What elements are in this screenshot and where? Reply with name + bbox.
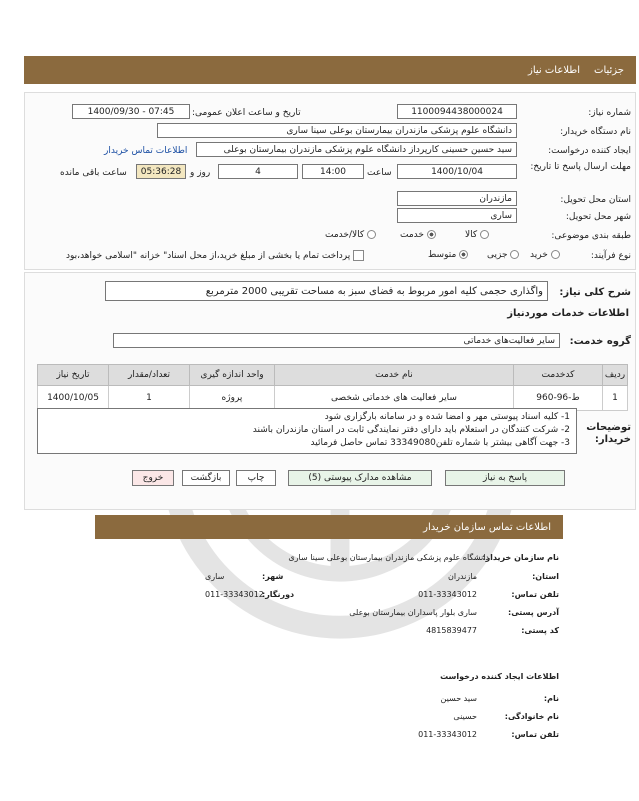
process-label: نوع فرآیند:: [590, 251, 631, 261]
proc-partial-text: جزیی: [487, 250, 508, 260]
col-code: کدخدمت: [514, 365, 603, 386]
need-number-label: شماره نیاز:: [588, 108, 631, 118]
col-date: تاریخ نیاز: [38, 365, 109, 386]
province-field: مازندران: [397, 191, 517, 206]
creator-phone-label: تلفن تماس:: [511, 730, 559, 739]
proc-partial-option[interactable]: [487, 250, 519, 260]
province-label: استان محل تحویل:: [560, 195, 631, 205]
city-field: ساری: [397, 208, 517, 223]
col-unit: واحد اندازه گیری: [190, 365, 275, 386]
proc-medium-text: متوسط: [428, 250, 457, 260]
address-value: ساری بلوار پاسداران بیمارستان بوعلی: [349, 608, 477, 617]
buyer-label: نام دستگاه خریدار:: [560, 127, 631, 137]
creator-family-label: نام خانوادگی:: [504, 712, 559, 721]
postal-label: کد پستی:: [521, 626, 559, 635]
proc-medium-option[interactable]: [428, 250, 468, 260]
exit-button[interactable]: خروج: [132, 470, 174, 486]
proc-buy-text: خرید: [530, 250, 548, 260]
services-table: [37, 364, 628, 411]
cat-both-radio[interactable]: [367, 230, 376, 239]
need-number-field: 1100094438000024: [397, 104, 517, 119]
deadline-date-field: 1400/10/04: [397, 164, 517, 179]
back-button[interactable]: بازگشت: [182, 470, 230, 486]
col-qty: تعداد/مقدار: [109, 365, 190, 386]
cat-both-text: کالا/خدمت: [325, 230, 365, 240]
cat-goods-option[interactable]: [465, 230, 489, 240]
print-button[interactable]: چاپ: [236, 470, 276, 486]
deadline-time-field: 14:00: [302, 164, 364, 179]
buyer-contact-link[interactable]: اطلاعات تماس خریدار: [104, 146, 188, 156]
col-row: ردیف: [603, 365, 628, 386]
cell-name: سایر فعالیت های خدماتی شخصی: [275, 386, 514, 411]
notes-line-1: 1- کلیه اسناد پیوستی مهر و امضا شده و در سامانه بارگزاری شود: [324, 412, 570, 422]
cat-service-option[interactable]: [400, 230, 436, 240]
announce-date-label: تاریخ و ساعت اعلان عمومی:: [192, 108, 301, 118]
proc-medium-radio[interactable]: [459, 250, 468, 259]
notes-line-2: 2- شرکت کنندگان در استعلام باید دارای دفتر نمایندگی ثابت در استان مازندران باشند: [252, 425, 570, 435]
contact-fax-label: دورنگار:: [262, 590, 295, 599]
remaining-label: ساعت باقی مانده: [60, 168, 127, 178]
cat-service-radio[interactable]: [427, 230, 436, 239]
cell-date: 1400/10/05: [38, 386, 109, 411]
creator-field: سید حسین حسینی کارپرداز دانشگاه علوم پزشکی مازندران بیمارستان بوعلی: [196, 142, 517, 157]
creator-name-label: نام:: [543, 694, 559, 703]
contact-city-label: شهر:: [262, 572, 284, 581]
payment-checkbox[interactable]: [353, 250, 364, 261]
group-label: گروه خدمت:: [569, 336, 631, 347]
creator-section-title: اطلاعات ایجاد کننده درخواست: [440, 672, 559, 681]
org-label: نام سازمان خریدار:: [482, 553, 559, 562]
summary-field: واگذاری حجمی کلیه امور مربوط به فضای سبز به مساحت تقریبی 2000 مترمربع: [105, 281, 548, 301]
day-label: روز و: [190, 168, 211, 178]
payment-option[interactable]: [66, 250, 364, 261]
top-bar: [24, 56, 636, 84]
contact-city-value: ساری: [205, 572, 225, 581]
table-header-row: [38, 365, 628, 386]
cell-unit: پروژه: [190, 386, 275, 411]
cat-both-option[interactable]: [325, 230, 376, 240]
creator-label: ایجاد کننده درخواست:: [548, 146, 631, 156]
proc-buy-option[interactable]: [530, 250, 560, 260]
notes-label: توضیحات خریدار:: [586, 422, 631, 445]
summary-label: شرح کلی نیاز:: [559, 287, 631, 298]
announce-date-field: 1400/09/30 - 07:45: [72, 104, 190, 119]
address-label: آدرس پستی:: [508, 608, 559, 617]
services-title: اطلاعات خدمات موردنیاز: [507, 308, 629, 319]
contact-province-value: مازندران: [448, 572, 477, 581]
cat-goods-text: کالا: [465, 230, 478, 240]
cat-service-text: خدمت: [400, 230, 424, 240]
contact-fax-value: 011-33343012: [205, 590, 264, 599]
cell-row: 1: [603, 386, 628, 411]
col-name: نام خدمت: [275, 365, 514, 386]
city-label: شهر محل تحویل:: [565, 212, 631, 222]
notes-box: [37, 408, 577, 454]
tab-details[interactable]: جزئیات: [594, 64, 624, 76]
table-row: [38, 386, 628, 411]
creator-family-value: حسینی: [453, 712, 477, 721]
deadline-hour-label: ساعت: [367, 168, 392, 178]
payment-note-text: پرداخت تمام یا بخشی از مبلغ خرید،از محل اسناد" خزانه "اسلامی خواهد،بود: [66, 251, 351, 261]
cell-qty: 1: [109, 386, 190, 411]
contact-phone-value: 011-33343012: [418, 590, 477, 599]
contact-phone-label: تلفن تماس:: [511, 590, 559, 599]
cell-code: ط-96-960: [514, 386, 603, 411]
postal-value: 4815839477: [426, 626, 477, 635]
proc-buy-radio[interactable]: [551, 250, 560, 259]
deadline-label: مهلت ارسال پاسخ تا تاریخ:: [530, 162, 631, 172]
cat-goods-radio[interactable]: [480, 230, 489, 239]
creator-name-value: سید حسین: [440, 694, 477, 703]
proc-partial-radio[interactable]: [510, 250, 519, 259]
buyer-field: دانشگاه علوم پزشکی مازندران بیمارستان بوعلی سینا ساری: [157, 123, 517, 138]
group-field: سایر فعالیت‌های خدماتی: [113, 333, 560, 348]
org-value: دانشگاه علوم پزشکی مازندران بیمارستان بوعلی سینا ساری: [288, 553, 489, 562]
days-field: 4: [218, 164, 298, 179]
remaining-time-field: 05:36:28: [136, 164, 186, 179]
attachments-button[interactable]: مشاهده مدارک پیوستی (5): [288, 470, 432, 486]
contact-province-label: استان:: [532, 572, 559, 581]
reply-button[interactable]: پاسخ به نیاز: [445, 470, 565, 486]
category-label: طبقه بندی موضوعی:: [551, 231, 631, 241]
notes-line-3: 3- جهت آگاهی بیشتر با شماره تلفن33349080 تماس حاصل فرمائید: [310, 438, 570, 448]
tab-need-info[interactable]: اطلاعات نیاز: [528, 64, 581, 76]
creator-phone-value: 011-33343012: [418, 730, 477, 739]
contact-header: اطلاعات تماس سازمان خریدار: [95, 515, 563, 539]
